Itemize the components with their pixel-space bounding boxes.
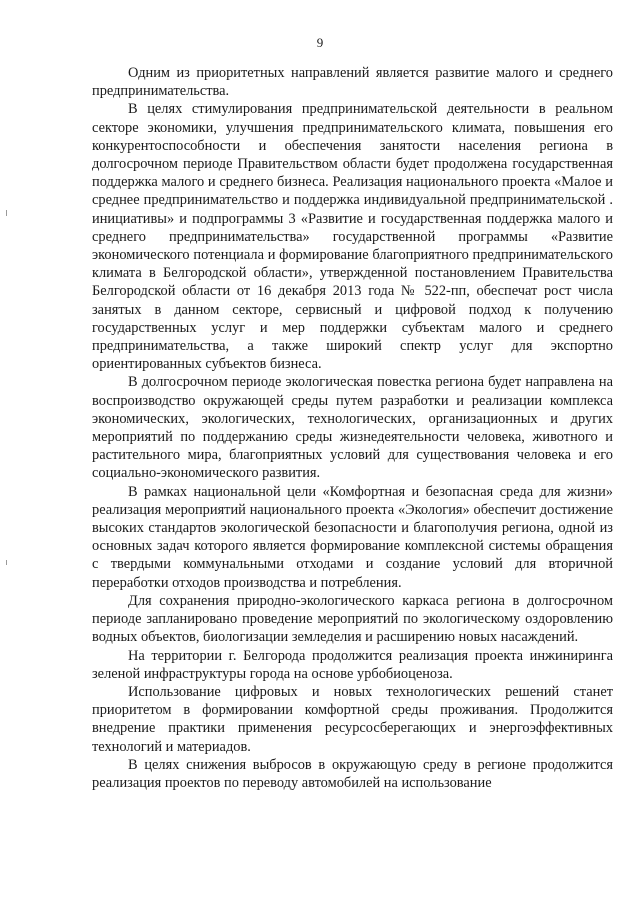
document-body — [92, 64, 613, 792]
paragraph: В долгосрочном периоде экологическая повестка региона будет направлена на воспроизводство окружающей среды путем разработки и реализации комплекса экономических, экологических, технологических, организационных и других мероприятий по поддержанию среды жизнедеятельности человека, животного и растительного мира, благоприятных условий для существования человека и его социально-экономического развития. — [92, 374, 613, 482]
paragraph: Одним из приоритетных направлений является развитие малого и среднего предпринимательства. — [92, 65, 613, 100]
page-number: 9 — [316, 35, 324, 50]
paragraph: В рамках национальной цели «Комфортная и безопасная среда для жизни» реализация мероприятий национального проекта «Экология» обеспечит достижение высоких стандартов экологической безопасности и благополучия региона, одной из основных задач которого является формирование комплексной системы обращения с твердыми коммунальными отходами и создание условий для вторичной переработки отходов производства и потребления. — [92, 483, 613, 591]
paragraph: Для сохранения природно-экологического каркаса региона в долгосрочном периоде запланировано проведение мероприятий по экологическому оздоровлению водных объектов, биологизации земледелия и расширению новых насаждений. — [92, 592, 613, 646]
paragraph: В целях снижения выбросов в окружающую среду в регионе продолжится реализация проектов по переводу автомобилей на использование — [92, 756, 613, 791]
scan-edge-mark — [6, 210, 7, 216]
paragraph: Использование цифровых и новых технологических решений станет приоритетом в формировании комфортной среды проживания. Продолжится внедрение практики применения ресурсосберегающих и энергоэффективных технологий и материадов. — [92, 683, 613, 755]
paragraph: В целях стимулирования предпринимательской деятельности в реальном секторе экономики, улучшения предпринимательского климата, повышения его конкурентоспособности и обеспечения занятости населения региона в долгосрочном периоде Правительством области будет продолжена государственная поддержка малого и среднего бизнеса. Реализация национального проекта «Малое и среднее предпринимательство и поддержка индивидуальной предпринимательской . инициативы» и подпрограммы 3 «Развитие и государственная поддержка малого и среднего предпринимательства» государственной программы «Развитие экономического потенциала и формирование благоприятного предпринимательского климата в Белгородской области», утвержденной постановлением Правительства Белгородской области от 16 декабря 2013 года № 522-пп, обеспечат рост числа занятых в данном секторе, сервисный и цифровой подход к получению государственных услуг и мер поддержки субъектам малого и среднего предпринимательства, а также широкий спектр услуг для экспортно ориентированных субъектов бизнеса. — [92, 101, 613, 373]
paragraph: На территории г. Белгорода продолжится реализация проекта инжиниринга зеленой инфраструктуры города на основе урбобиоценоза. — [92, 647, 613, 682]
scan-edge-mark — [6, 560, 7, 565]
